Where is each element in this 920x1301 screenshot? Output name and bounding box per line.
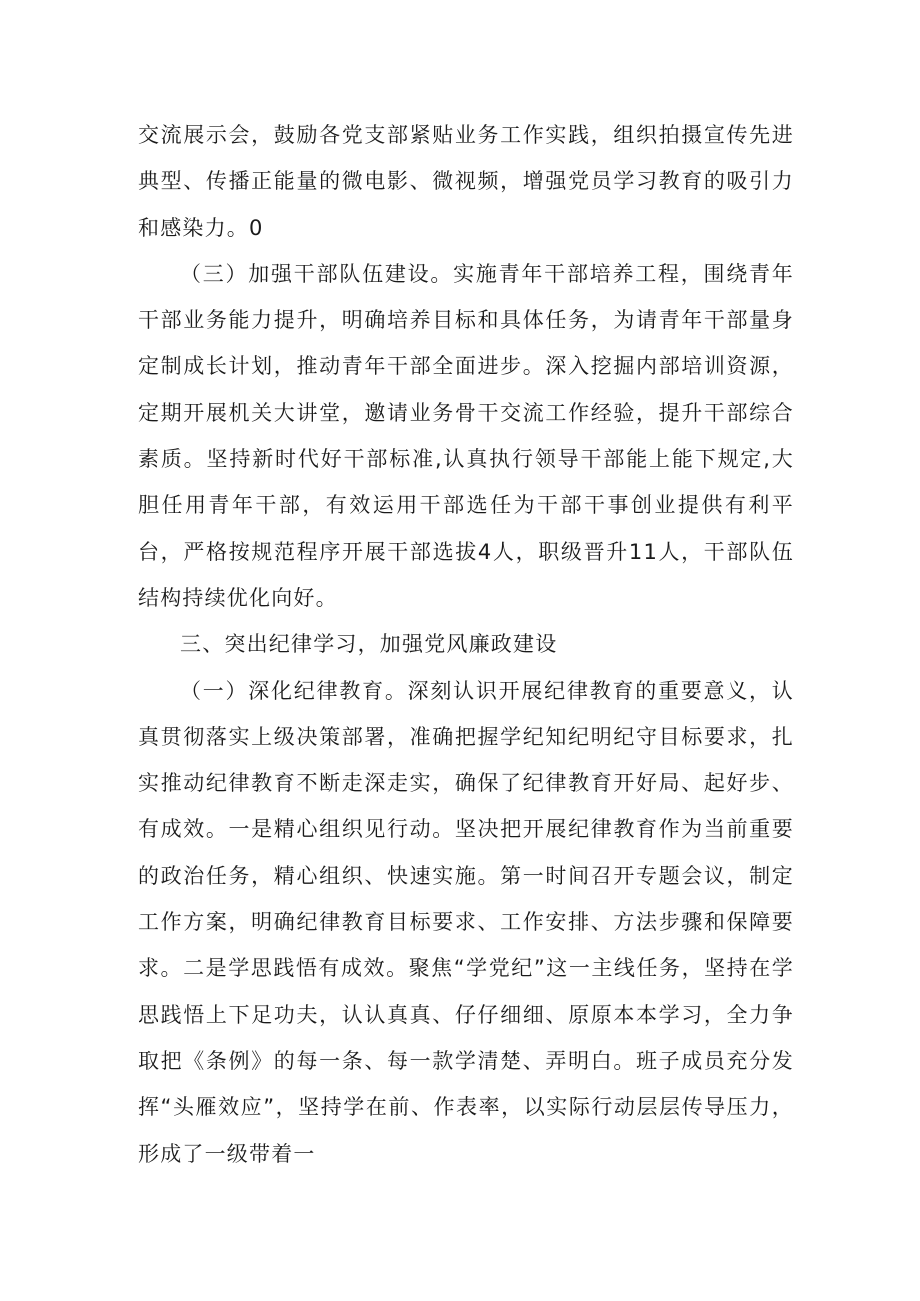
document-body	[138, 112, 794, 1177]
paragraph-continuation: 交流展示会，鼓励各党支部紧贴业务工作实践，组织拍摄宣传先进典型、传播正能量的微电影、微视频，增强党员学习教育的吸引力和感染力。0	[138, 123, 794, 240]
paragraph-cadre-team-building: （三）加强干部队伍建设。实施青年干部培养工程，围绕青年干部业务能力提升，明确培养目标和具体任务，为请青年干部量身定制成长计划，推动青年干部全面进步。深入挖掘内部培训资源，定期开展机关大讲堂，邀请业务骨干交流工作经验，提升干部综合素质。坚持新时代好干部标准,认真执行领导干部能上能下规定,大胆任用青年干部，有效运用干部选任为干部干事创业提供有利平台，严格按规范程序开展干部选拔4人，职级晋升11人，干部队伍结构持续优化向好。	[138, 261, 794, 610]
paragraph-discipline-education: （一）深化纪律教育。深刻认识开展纪律教育的重要意义，认真贯彻落实上级决策部署，准确把握学纪知纪明纪守目标要求，扎实推动纪律教育不断走深走实，确保了纪律教育开好局、起好步、有成效。一是精心组织见行动。坚决把开展纪律教育作为当前重要的政治任务，精心组织、快速实施。第一时间召开专题会议，制定工作方案，明确纪律教育目标要求、工作安排、方法步骤和保障要求。二是学思践悟有成效。聚焦“学党纪”这一主线任务，坚持在学思践悟上下足功夫，认认真真、仔仔细细、原原本本学习，全力争取把《条例》的每一条、每一款学清楚、弄明白。班子成员充分发挥“头雁效应”，坚持学在前、作表率，以实际行动层层传导压力，形成了一级带着一	[138, 678, 794, 1166]
section-heading-discipline: 三、突出纪律学习，加强党风廉政建设	[180, 632, 558, 657]
